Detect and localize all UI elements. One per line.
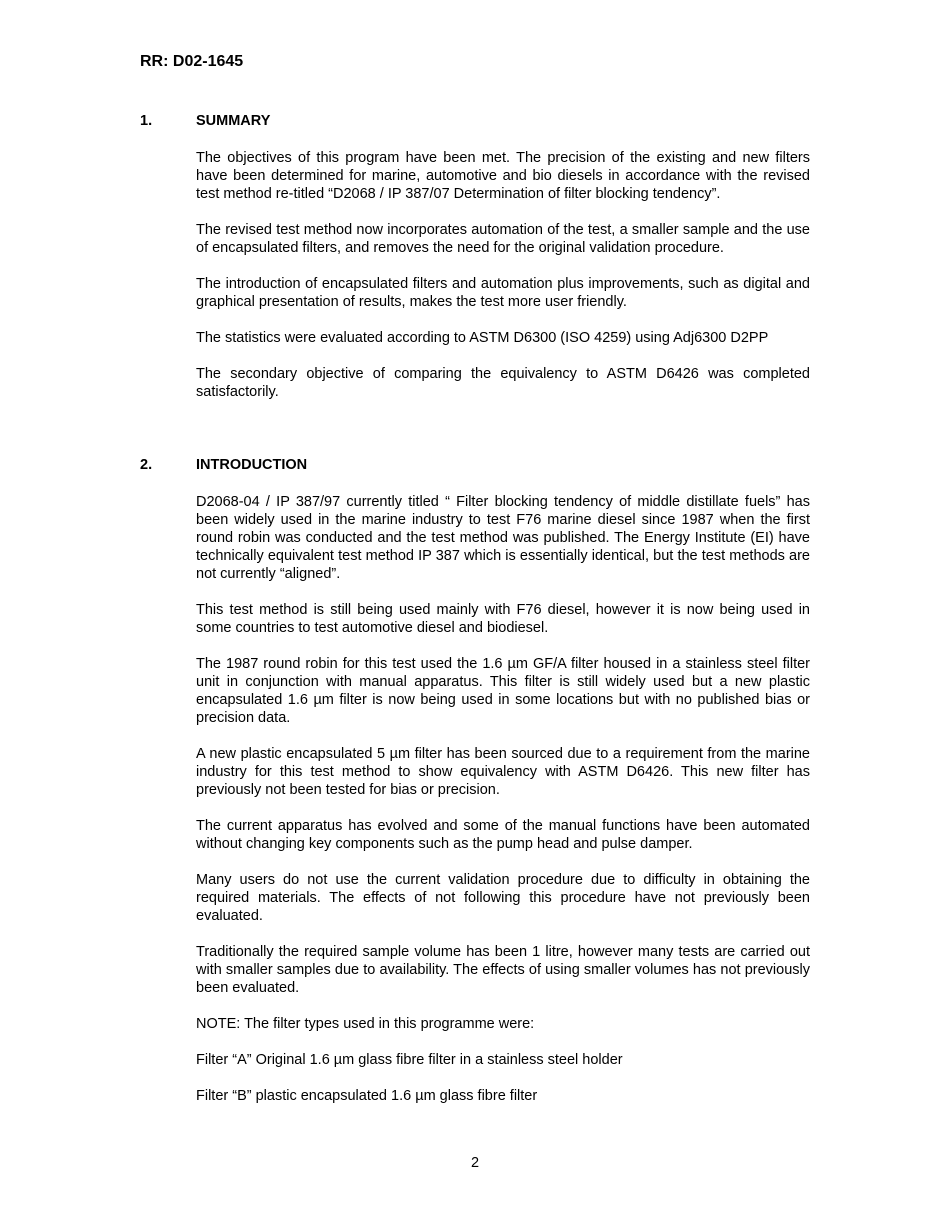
section-title: INTRODUCTION xyxy=(196,457,308,473)
paragraph: Filter “A” Original 1.6 µm glass fibre filter in a stainless steel holder xyxy=(196,1052,623,1068)
report-id: RR: D02-1645 xyxy=(140,53,244,70)
section-title: SUMMARY xyxy=(196,113,271,129)
page-number: 2 xyxy=(470,1155,480,1171)
section-heading xyxy=(140,456,810,474)
paragraph: D2068-04 / IP 387/97 currently titled “ Filter blocking tendency of middle distillate fuels” has been widely used in the marine industry to test F76 marine diesel since 1987 when the first round robin was conducted and the test method was published. The Energy Institute (EI) have technically equivalent test method IP 387 which is essentially identical, but the test methods are not currently “aligned”. xyxy=(196,494,810,582)
section-number: 1. xyxy=(140,113,153,129)
paragraph: A new plastic encapsulated 5 µm filter has been sourced due to a requirement from the marine industry for this test method to show equivalency with ASTM D6426. This new filter has previously not been tested for bias or precision. xyxy=(196,746,810,798)
section-summary xyxy=(140,112,810,401)
paragraph: The statistics were evaluated according to ASTM D6300 (ISO 4259) using Adj6300 D2PP xyxy=(196,330,769,346)
section-heading xyxy=(140,112,810,130)
section-introduction xyxy=(140,456,810,1105)
paragraph: The introduction of encapsulated filters and automation plus improvements, such as digital and graphical presentation of results, makes the test more user friendly. xyxy=(196,276,810,310)
paragraph: Many users do not use the current validation procedure due to difficulty in obtaining the required materials. The effects of not following this procedure have not previously been evaluated. xyxy=(196,872,810,924)
paragraph: This test method is still being used mainly with F76 diesel, however it is now being used in some countries to test automotive diesel and biodiesel. xyxy=(196,602,810,636)
paragraph: The secondary objective of comparing the equivalency to ASTM D6426 was completed satisfactorily. xyxy=(196,366,810,400)
paragraph: Traditionally the required sample volume has been 1 litre, however many tests are carried out with smaller samples due to availability. The effects of using smaller volumes has not previously been evaluated. xyxy=(196,944,810,996)
paragraph: Filter “B” plastic encapsulated 1.6 µm glass fibre filter xyxy=(196,1088,538,1104)
paragraph: The current apparatus has evolved and some of the manual functions have been automated without changing key components such as the pump head and pulse damper. xyxy=(196,818,810,852)
section-number: 2. xyxy=(140,457,153,473)
paragraph: The objectives of this program have been met. The precision of the existing and new filters have been determined for marine, automotive and bio diesels in accordance with the revised test method re-titled “D2068 / IP 387/07 Determination of filter blocking tendency”. xyxy=(196,150,810,202)
paragraph: NOTE: The filter types used in this programme were: xyxy=(196,1016,535,1032)
paragraph: The revised test method now incorporates automation of the test, a smaller sample and the use of encapsulated filters, and removes the need for the original validation procedure. xyxy=(196,222,810,256)
paragraph: The 1987 round robin for this test used the 1.6 µm GF/A filter housed in a stainless steel filter unit in conjunction with manual apparatus. This filter is still widely used but a new plastic encapsulated 1.6 µm filter is now being used in some locations but with no published bias or precision data. xyxy=(196,656,810,726)
